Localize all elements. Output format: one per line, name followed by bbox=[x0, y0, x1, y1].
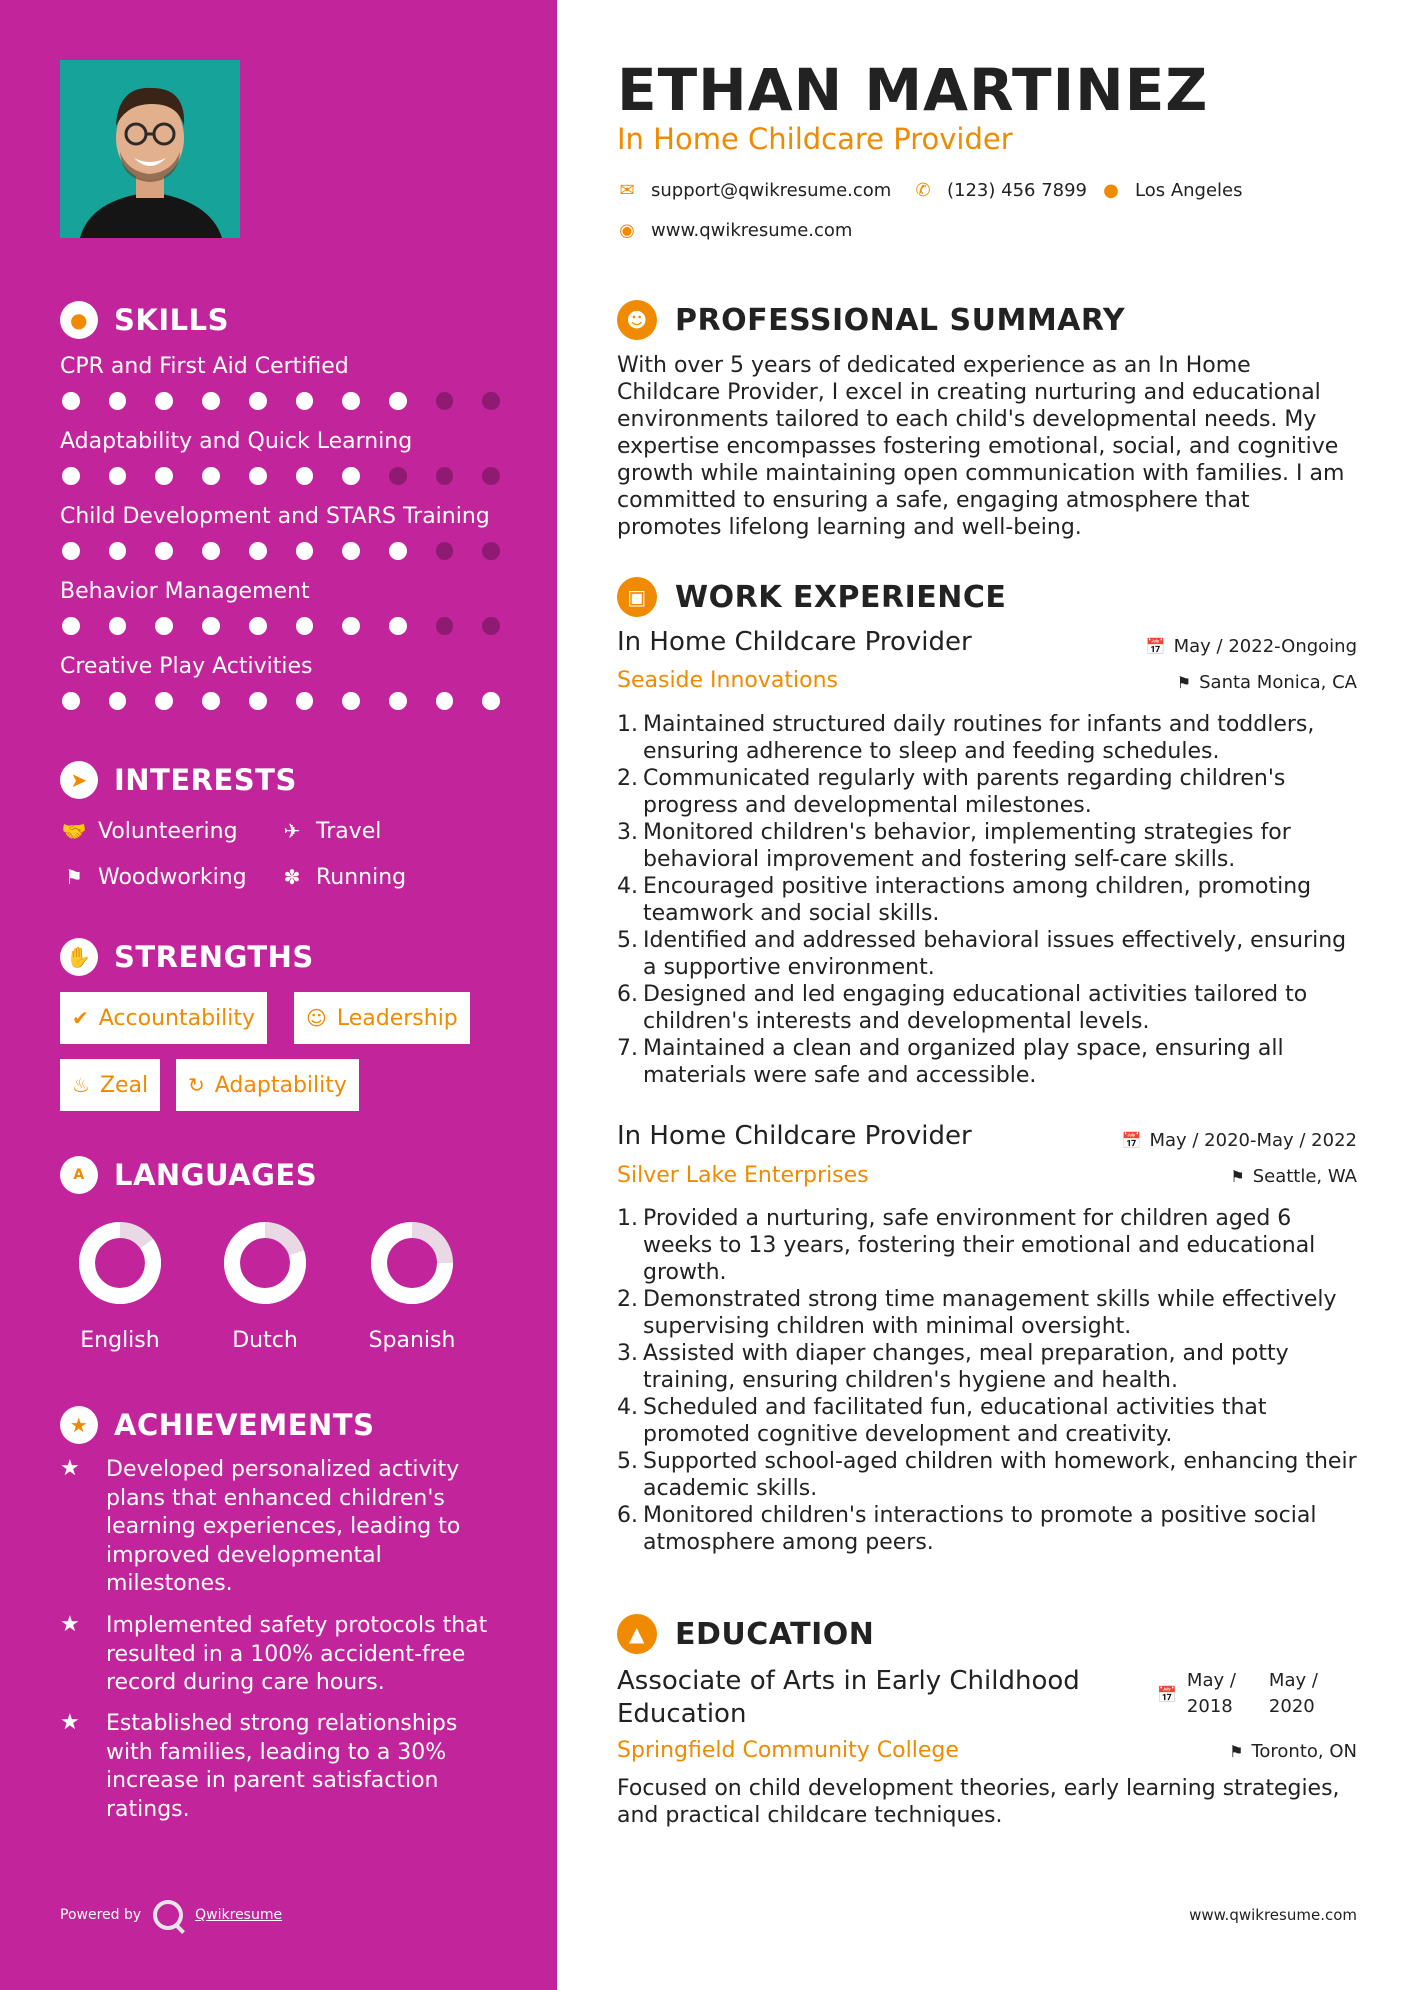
pin-icon: ⚑ bbox=[1230, 1167, 1245, 1186]
megaphone-icon: ⚑ bbox=[65, 865, 83, 889]
rating-dot bbox=[436, 467, 454, 485]
rating-dot bbox=[389, 392, 407, 410]
job-bullet bbox=[617, 1448, 1357, 1502]
rating-dot bbox=[482, 467, 500, 485]
bullet-text: Communicated regularly with parents regarding children's progress and developmental milestones. bbox=[643, 766, 1286, 818]
interests-list bbox=[60, 808, 520, 900]
achievement-item: ★ Developed personalized activity plans that enhanced children's learning experiences, leading to improved developmental milestones. bbox=[60, 1456, 500, 1599]
rating-dot bbox=[249, 542, 267, 560]
job-bullet bbox=[617, 981, 1357, 1035]
summary-title: ☻ PROFESSIONAL SUMMARY bbox=[617, 300, 1125, 340]
calendar-icon: 📅 bbox=[1157, 1685, 1177, 1704]
rating-dot bbox=[62, 467, 80, 485]
school-name: Springfield Community College bbox=[617, 1738, 959, 1763]
job-bullet bbox=[617, 1340, 1357, 1394]
rating-dot bbox=[202, 692, 220, 710]
rating-dot bbox=[155, 392, 173, 410]
pin-icon: ⚑ bbox=[1176, 673, 1192, 692]
language-ring bbox=[369, 1220, 455, 1306]
rating-dot bbox=[436, 692, 454, 710]
skill-rating bbox=[60, 392, 500, 410]
skill-name: Adaptability and Quick Learning bbox=[60, 429, 413, 454]
refresh-icon: ↻ bbox=[188, 1073, 205, 1097]
rating-dot bbox=[296, 692, 314, 710]
star-icon: ★ bbox=[60, 1710, 80, 1735]
rating-dot bbox=[62, 692, 80, 710]
rating-dot bbox=[296, 467, 314, 485]
skill-item bbox=[60, 352, 500, 410]
bullet-text: Maintained structured daily routines for infants and toddlers, ensuring adherence to sleep and feeding schedules. bbox=[643, 712, 1315, 764]
rating-dot bbox=[62, 617, 80, 635]
rating-dot bbox=[296, 617, 314, 635]
rating-dot bbox=[342, 617, 360, 635]
globe-icon: ◉ bbox=[619, 220, 635, 241]
candidate-name: ETHAN MARTINEZ bbox=[617, 56, 1209, 124]
job-bullet bbox=[617, 873, 1357, 927]
job-bullet bbox=[617, 1205, 1357, 1286]
job-bullet bbox=[617, 1502, 1357, 1556]
rating-dot bbox=[436, 617, 454, 635]
job-bullet bbox=[617, 711, 1357, 765]
strength-badge: ♨ Zeal bbox=[60, 1059, 160, 1111]
rating-dot bbox=[249, 692, 267, 710]
bullet-text: Provided a nurturing, safe environment for children aged 6 weeks to 13 years, fostering their emotional and educational growth. bbox=[643, 1206, 1316, 1285]
contact-website[interactable]: ◉ www.qwikresume.com bbox=[617, 220, 852, 241]
job-dates: 📅 May / 2022-Ongoing bbox=[1145, 636, 1357, 657]
job-bullet bbox=[617, 1035, 1357, 1089]
job-bullets bbox=[617, 711, 1357, 1089]
strengths-title: ✋ STRENGTHS bbox=[60, 938, 314, 976]
rating-dot bbox=[109, 542, 127, 560]
map-marker-icon: ● bbox=[1103, 180, 1119, 201]
contact-location: ● Los Angeles bbox=[1101, 180, 1243, 201]
rating-dot bbox=[296, 392, 314, 410]
interest-item: ✈ Travel bbox=[278, 819, 381, 844]
bullet-text: Monitored children's interactions to promote a positive social atmosphere among peers. bbox=[643, 1503, 1317, 1555]
skill-name: CPR and First Aid Certified bbox=[60, 354, 349, 379]
skill-item bbox=[60, 652, 500, 710]
bullet-text: Designed and led engaging educational activities tailored to children's interests and developmental levels. bbox=[643, 982, 1308, 1034]
bullet-number: 3. bbox=[617, 820, 638, 845]
rating-dot bbox=[109, 692, 127, 710]
rating-dot bbox=[202, 617, 220, 635]
bullet-number: 6. bbox=[617, 1503, 638, 1528]
job-location: ⚑ Santa Monica, CA bbox=[1176, 672, 1357, 693]
envelope-icon: ✉ bbox=[619, 180, 635, 201]
skill-item bbox=[60, 502, 500, 560]
experience-title: ▣ WORK EXPERIENCE bbox=[617, 577, 1006, 617]
bullet-number: 4. bbox=[617, 1395, 638, 1420]
rating-dot bbox=[389, 617, 407, 635]
bullet-text: Scheduled and facilitated fun, educational activities that promoted cognitive development and creativity. bbox=[643, 1395, 1267, 1447]
rating-dot bbox=[482, 692, 500, 710]
rating-dot bbox=[249, 392, 267, 410]
language-ring bbox=[222, 1220, 308, 1306]
bullet-text: Assisted with diaper changes, meal preparation, and potty training, ensuring children's hygiene and health. bbox=[643, 1341, 1289, 1393]
rating-dot bbox=[342, 542, 360, 560]
job-location: ⚑ Seattle, WA bbox=[1230, 1166, 1357, 1187]
sidebar bbox=[0, 0, 557, 1990]
rating-dot bbox=[342, 392, 360, 410]
paper-plane-icon: ➤ bbox=[60, 761, 98, 799]
bullet-text: Monitored children's behavior, implementing strategies for behavioral improvement and fostering self-care skills. bbox=[643, 820, 1291, 872]
rating-dot bbox=[202, 542, 220, 560]
bullet-text: Supported school-aged children with homework, enhancing their academic skills. bbox=[643, 1449, 1357, 1501]
bullet-number: 5. bbox=[617, 928, 638, 953]
job-title: In Home Childcare Provider bbox=[617, 627, 972, 657]
interests-title: ➤ INTERESTS bbox=[60, 761, 297, 799]
skill-item bbox=[60, 427, 500, 485]
language-ring bbox=[77, 1220, 163, 1306]
skill-rating bbox=[60, 467, 500, 485]
bullet-text: Encouraged positive interactions among children, promoting teamwork and social skills. bbox=[643, 874, 1312, 926]
users-icon: ☺ bbox=[306, 1006, 327, 1030]
skills-title: ● SKILLS bbox=[60, 301, 229, 339]
rating-dot bbox=[482, 542, 500, 560]
rating-dot bbox=[342, 692, 360, 710]
rating-dot bbox=[155, 467, 173, 485]
plane-icon: ✈ bbox=[283, 819, 301, 843]
bullet-text: Identified and addressed behavioral issues effectively, ensuring a supportive environment. bbox=[643, 928, 1347, 980]
phone-icon: ✆ bbox=[915, 180, 931, 201]
skill-name: Behavior Management bbox=[60, 579, 310, 604]
achievement-item: ★ Implemented safety protocols that resulted in a 100% accident-free record during care hours. bbox=[60, 1612, 500, 1698]
rating-dot bbox=[389, 692, 407, 710]
rating-dot bbox=[109, 467, 127, 485]
job-bullet bbox=[617, 819, 1357, 873]
rating-dot bbox=[202, 392, 220, 410]
strength-badge: ✔ Accountability bbox=[60, 992, 267, 1044]
rating-dot bbox=[436, 542, 454, 560]
rating-dot bbox=[389, 542, 407, 560]
rating-dot bbox=[436, 392, 454, 410]
calendar-icon: 📅 bbox=[1121, 1131, 1142, 1150]
skill-name: Creative Play Activities bbox=[60, 654, 313, 679]
job-company: Silver Lake Enterprises bbox=[617, 1163, 869, 1188]
rating-dot bbox=[62, 392, 80, 410]
bullet-number: 7. bbox=[617, 1036, 638, 1061]
job-bullet bbox=[617, 1394, 1357, 1448]
bullet-number: 6. bbox=[617, 982, 638, 1007]
footer-url[interactable]: www.qwikresume.com bbox=[1189, 1906, 1357, 1924]
skill-rating bbox=[60, 617, 500, 635]
calendar-icon: 📅 bbox=[1145, 637, 1166, 656]
achievement-item: ★ Established strong relationships with families, leading to a 30% increase in parent satisfaction ratings. bbox=[60, 1710, 500, 1824]
bullet-number: 5. bbox=[617, 1449, 638, 1474]
bullet-text: Demonstrated strong time management skills while effectively supervising children with minimal oversight. bbox=[643, 1287, 1337, 1339]
education-location: ⚑ Toronto, ON bbox=[1229, 1741, 1357, 1762]
skill-item bbox=[60, 577, 500, 635]
qwikresume-link[interactable]: Qwikresume bbox=[195, 1907, 283, 1923]
rating-dot bbox=[109, 617, 127, 635]
language-item: Spanish bbox=[347, 1220, 477, 1353]
bullet-number: 2. bbox=[617, 766, 638, 791]
skill-name: Child Development and STARS Training bbox=[60, 504, 490, 529]
achievements-title: ★ ACHIEVEMENTS bbox=[60, 1406, 374, 1444]
job-company: Seaside Innovations bbox=[617, 668, 838, 693]
rating-dot bbox=[202, 467, 220, 485]
job-bullets bbox=[617, 1205, 1357, 1556]
hand-icon: ✋ bbox=[60, 938, 98, 976]
bullet-number: 1. bbox=[617, 1206, 638, 1231]
job-bullet bbox=[617, 1286, 1357, 1340]
summary-text: With over 5 years of dedicated experience as an In Home Childcare Provider, I excel in creating nurturing and educational environments tailored to each child's developmental needs. My expertise encompasses fostering emotional, social, and cognitive growth while maintaining open communication with families. I am committed to ensuring a safe, engaging atmosphere that promotes lifelong learning and well-being. bbox=[617, 353, 1345, 540]
contact-email[interactable]: ✉ support@qwikresume.com bbox=[617, 180, 891, 201]
profile-photo bbox=[60, 60, 240, 238]
candidate-role: In Home Childcare Provider bbox=[617, 122, 1013, 156]
strength-badge: ☺ Leadership bbox=[294, 992, 470, 1044]
language-icon: A bbox=[60, 1156, 98, 1194]
powered-by: Powered by Qwikresume bbox=[60, 1900, 282, 1930]
skill-rating bbox=[60, 542, 500, 560]
rating-dot bbox=[249, 617, 267, 635]
contact-phone[interactable]: ✆ (123) 456 7899 bbox=[913, 180, 1087, 201]
skill-rating bbox=[60, 692, 500, 710]
job-bullet bbox=[617, 927, 1357, 981]
language-item: Dutch bbox=[200, 1220, 330, 1353]
interest-item: ⚑ Woodworking bbox=[60, 865, 278, 890]
star-icon: ★ bbox=[60, 1612, 80, 1637]
lightbulb-icon: ● bbox=[60, 301, 98, 339]
job-bullet bbox=[617, 765, 1357, 819]
language-item: English bbox=[55, 1220, 185, 1353]
education-dates: 📅 May / 2018 May / 2020 bbox=[1157, 1670, 1318, 1717]
rating-dot bbox=[482, 392, 500, 410]
rating-dot bbox=[155, 617, 173, 635]
rating-dot bbox=[482, 617, 500, 635]
degree-title: Associate of Arts in Early Childhood Education bbox=[617, 1666, 1080, 1729]
job-dates: 📅 May / 2020-May / 2022 bbox=[1121, 1130, 1357, 1151]
bullet-number: 2. bbox=[617, 1287, 638, 1312]
rating-dot bbox=[109, 392, 127, 410]
paw-icon: ✽ bbox=[283, 865, 301, 889]
bullet-text: Maintained a clean and organized play space, ensuring all materials were safe and accessible. bbox=[643, 1036, 1284, 1088]
rating-dot bbox=[155, 692, 173, 710]
qwikresume-logo-icon bbox=[153, 1900, 183, 1930]
fire-icon: ♨ bbox=[72, 1073, 90, 1097]
user-icon: ☻ bbox=[617, 300, 657, 340]
interest-item: 🤝 Volunteering bbox=[61, 818, 238, 844]
rating-dot bbox=[155, 542, 173, 560]
star-icon: ★ bbox=[60, 1456, 80, 1481]
pin-icon: ⚑ bbox=[1229, 1742, 1244, 1761]
education-title: ▲ EDUCATION bbox=[617, 1614, 874, 1654]
job-title: In Home Childcare Provider bbox=[617, 1121, 972, 1151]
rating-dot bbox=[389, 467, 407, 485]
check-circle-icon: ✔ bbox=[72, 1006, 89, 1030]
languages-title: A LANGUAGES bbox=[60, 1156, 317, 1194]
rating-dot bbox=[62, 542, 80, 560]
rating-dot bbox=[296, 542, 314, 560]
star-icon: ★ bbox=[60, 1406, 98, 1444]
education-text: Focused on child development theories, early learning strategies, and practical childcare techniques. bbox=[617, 1776, 1340, 1828]
briefcase-icon: ▣ bbox=[617, 577, 657, 617]
bullet-number: 1. bbox=[617, 712, 638, 737]
bullet-number: 4. bbox=[617, 874, 638, 899]
graduation-icon: ▲ bbox=[617, 1614, 657, 1654]
handshake-icon: 🤝 bbox=[61, 819, 87, 843]
interest-item: ✽ Running bbox=[278, 865, 406, 890]
bullet-number: 3. bbox=[617, 1341, 638, 1366]
rating-dot bbox=[342, 467, 360, 485]
rating-dot bbox=[249, 467, 267, 485]
strength-badge: ↻ Adaptability bbox=[176, 1059, 359, 1111]
